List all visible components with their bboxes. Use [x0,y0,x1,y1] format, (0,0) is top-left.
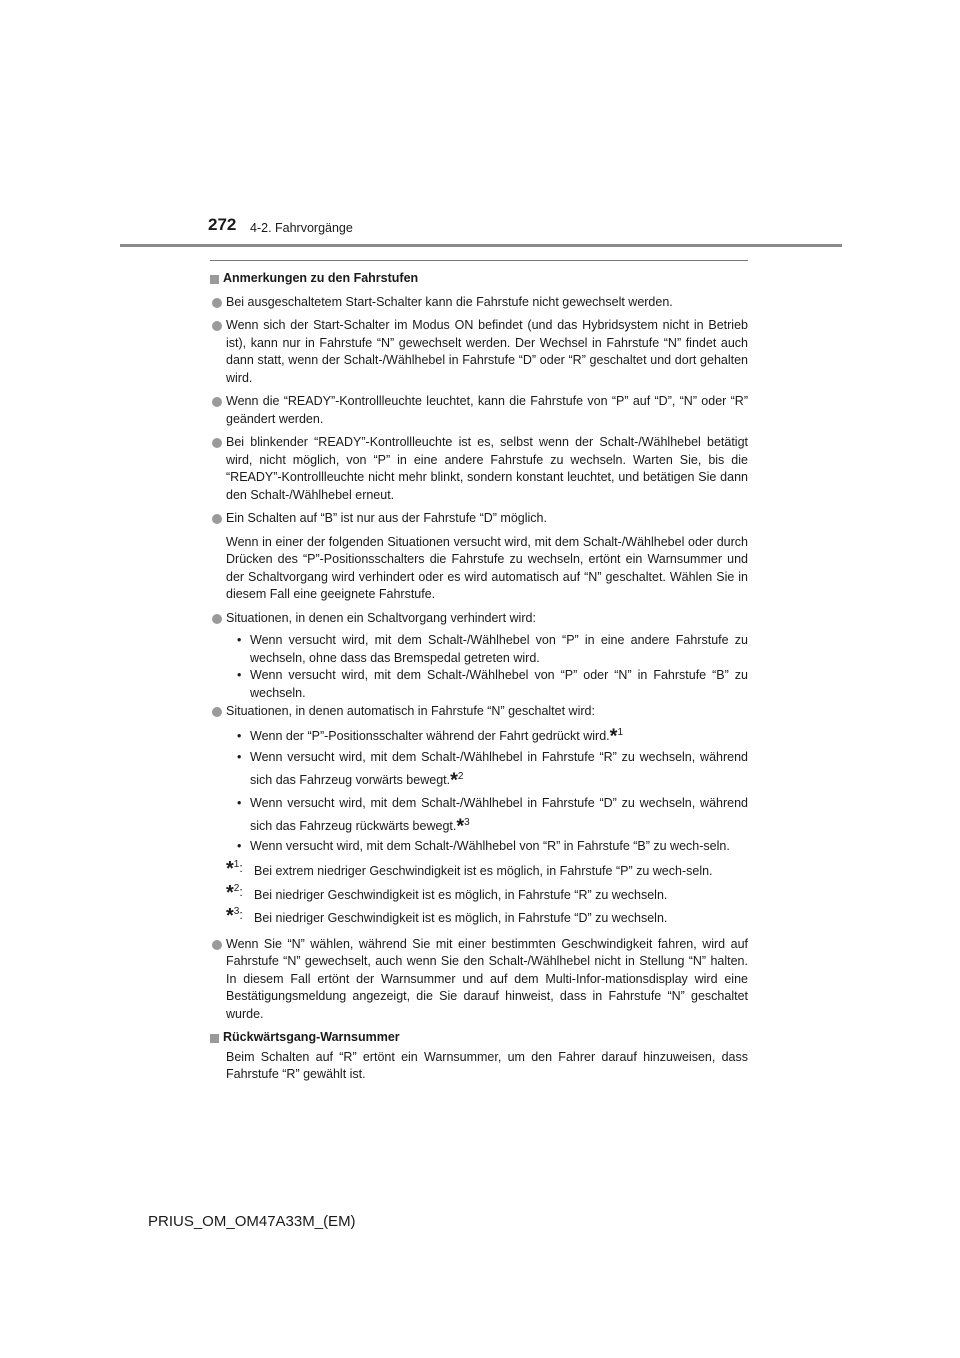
sub-list-item [210,632,748,667]
circle-bullet-icon [212,321,222,331]
section-divider [210,260,748,261]
sub-list-item [210,726,748,746]
sub-list [210,726,748,856]
footnote-text: Bei niedriger Geschwindigkeit ist es möglich, in Fahrstufe “R” zu wechseln. [254,887,668,902]
sub-bullet-icon: • [237,633,242,647]
sub-list-item-text: Wenn versucht wird, mit dem Schalt-/Wählhebel in Fahrstufe “D” zu wechseln, während sich das Fahrzeug rückwärts bewegt. [250,795,748,833]
sub-list-item-text: Wenn der “P”-Positionsschalter während der Fahrt gedrückt wird. [250,728,610,743]
sub-list-item-text: Wenn versucht wird, mit dem Schalt-/Wählhebel von “P” oder “N” in Fahrstufe “B” zu wechseln. [250,668,748,700]
footnote-text: Bei extrem niedriger Geschwindigkeit ist es möglich, in Fahrstufe “P” zu wech-seln. [254,864,713,878]
section-heading [210,1029,748,1047]
list-item [210,434,748,504]
footnote-star-icon: * [450,769,458,792]
sub-list-item-text: Wenn versucht wird, mit dem Schalt-/Wählhebel in Fahrstufe “R” zu wechseln, während sich das Fahrzeug vorwärts bewegt. [250,749,748,787]
footer-doc-code: PRIUS_OM_OM47A33M_(EM) [148,1213,356,1230]
sub-bullet-icon: • [237,668,242,682]
sub-list [210,632,748,702]
footnote [210,904,748,928]
sub-bullet-icon: • [237,749,242,764]
list-item [210,393,748,428]
list-item [210,610,748,628]
list-item [210,703,748,721]
section-heading-text: Rückwärtsgang-Warnsummer [223,1030,400,1044]
body-paragraph: Wenn in einer der folgenden Situationen versucht wird, mit dem Schalt-/Wählhebel oder durch Drücken des “P”-Positionsschalters die Fahrstufe zu wechseln, ertönt ein Warnsummer und der Schaltvorgang wird verhindert oder es wird automatisch auf “N” geschaltet. Wählen Sie in diesem Fall eine geeignete Fahrstufe. [226,534,748,601]
sub-bullet-icon: • [237,795,242,810]
circle-bullet-icon [212,438,222,448]
list-item-text: Wenn sich der Start-Schalter im Modus ON befindet (und das Hybridsystem nicht in Betrieb ist), kann nur in Fahrstufe “N” gewechselt werden. Der Wechsel in Fahrstufe “N” findet auch dann statt, wenn der Schalt-/Wählhebel in Fahrstufe “D” oder “R” geschaltet und dort gehalten wird. [226,318,748,385]
sub-list-item [210,667,748,702]
square-bullet-icon [210,275,219,284]
list-item [210,510,748,528]
section-heading-text: Anmerkungen zu den Fahrstufen [223,271,419,285]
list-item [210,294,748,312]
footnote [210,857,748,881]
sub-bullet-icon: • [237,838,242,853]
sub-list-item-text: Wenn versucht wird, mit dem Schalt-/Wählhebel von “P” in eine andere Fahrstufe zu wechseln, ohne dass das Bremspedal getreten wird. [250,633,748,665]
page-number: 272 [208,215,237,234]
footnote-number: 3 [233,906,240,917]
page-content [210,266,748,1084]
footnote-key: *$^1$: [226,857,243,880]
footnote-star-icon: * [226,857,234,880]
footnote-number: 1 [233,859,240,870]
footnote-ref: 3 [464,816,470,828]
body-paragraph: Beim Schalten auf “R” ertönt ein Warnsummer, um den Fahrer darauf hinzuweisen, dass Fahrstufe “R” gewählt ist. [226,1049,748,1081]
footnote-text: Bei niedriger Geschwindigkeit ist es möglich, in Fahrstufe “D” zu wechseln. [254,911,668,925]
list-item-text: Bei blinkender “READY”-Kontrollleuchte ist es, selbst wenn der Schalt-/Wählhebel betätigt wird, nicht möglich, von “P” in eine andere Fahrstufe zu wechseln. Warten Sie, bis die “READY”-Kontrollleuchte nicht mehr blinkt, sondern konstant leuchtet, und betätigen Sie dann den Schalt-/Wählhebel erneut. [226,435,748,502]
circle-bullet-icon [212,940,222,950]
list-item [210,317,748,387]
footnote-star-icon: * [226,881,234,904]
circle-bullet-icon [212,707,222,717]
list-item [210,936,748,1024]
footnote-star-icon: * [226,904,234,927]
sub-list-item [210,838,748,856]
sub-list-item-text: Wenn versucht wird, mit dem Schalt-/Wählhebel von “R” in Fahrstufe “B” zu wech-seln. [250,838,730,853]
list-item-text: Wenn Sie “N” wählen, während Sie mit einer bestimmten Geschwindigkeit fahren, wird auf Fahrstufe “N” gewechselt, auch wenn Sie den Schalt-/Wählhebel nicht in Stellung “N” halten. In diesem Fall ertönt der Warnsummer und auf dem Multi-Infor-mationsdisplay wird eine Bestätigungsmeldung angezeigt, die Sie darauf hinweist, dass in Fahrstufe “N” geschaltet wurde. [226,936,748,1021]
sub-bullet-icon: • [237,728,242,743]
sub-list-item [210,746,748,792]
footnote-ref: 1 [617,726,624,738]
footnote-key: *$^3$: [226,904,243,927]
list-item-text: Ein Schalten auf “B” ist nur aus der Fahrstufe “D” möglich. [226,511,547,525]
list-item-text: Bei ausgeschaltetem Start-Schalter kann die Fahrstufe nicht gewechselt werden. [226,294,673,309]
list-item-text: Wenn die “READY”-Kontrollleuchte leuchtet, kann die Fahrstufe von “P” auf “D”, “N” oder “R” geändert werden. [226,394,748,426]
section-heading [210,270,748,288]
section-title: 4-2. Fahrvorgänge [250,221,353,235]
footnote-star-icon: * [456,815,465,838]
list-item-text: Situationen, in denen automatisch in Fahrstufe “N” geschaltet wird: [226,704,595,718]
circle-bullet-icon [212,614,222,624]
circle-bullet-icon [212,397,222,407]
footnote-number: 2 [233,882,240,894]
sub-list-item [210,792,748,838]
square-bullet-icon [210,1034,219,1043]
circle-bullet-icon [212,298,222,308]
footnote-key: *$^2$: [226,881,243,904]
header-divider [120,244,842,247]
circle-bullet-icon [212,514,222,524]
footnote [210,881,748,905]
list-item-text: Situationen, in denen ein Schaltvorgang verhindert wird: [226,610,536,625]
footnote-star-icon: * [609,725,618,748]
footnote-ref: 2 [457,770,464,782]
